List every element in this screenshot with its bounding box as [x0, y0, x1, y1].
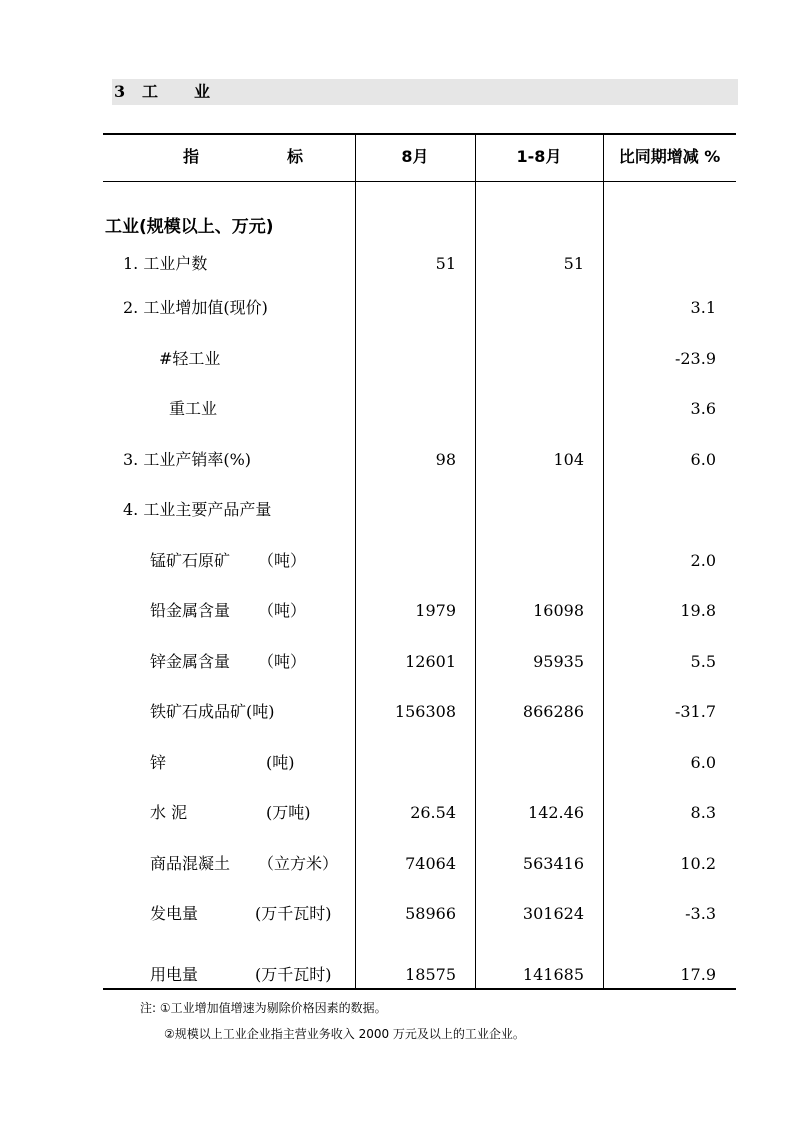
header-yoy: 比同期增减 % — [618, 147, 721, 166]
value-month: 156308 — [394, 702, 456, 721]
row-unit: (万千瓦时) — [255, 904, 332, 923]
value-ytd: 141685 — [522, 965, 584, 984]
table-row — [103, 647, 736, 677]
row-label: 锌金属含量 — [150, 652, 231, 671]
value-ytd: 563416 — [522, 854, 584, 873]
value-yoy: 6.0 — [690, 753, 716, 772]
row-unit: （吨） — [258, 652, 307, 671]
value-yoy: 3.1 — [690, 298, 716, 317]
header-indicator-left: 指 — [183, 147, 200, 166]
table-row — [103, 344, 736, 374]
value-yoy: 6.0 — [690, 450, 716, 469]
row-label: 锰矿石原矿 — [150, 551, 231, 570]
value-ytd: 16098 — [533, 601, 584, 620]
category-label: 工业(规模以上、万元) — [105, 217, 274, 237]
row-label: 重工业 — [169, 399, 218, 418]
row-label: 铅金属含量 — [150, 601, 231, 620]
value-yoy: 17.9 — [680, 965, 716, 984]
table-row — [103, 596, 736, 626]
value-yoy: -3.3 — [685, 904, 716, 923]
row-unit: (万千瓦时) — [255, 965, 332, 984]
row-unit: （立方米） — [258, 854, 339, 873]
header-ytd: 1-8月 — [516, 147, 562, 166]
footnotes — [140, 995, 525, 1047]
value-ytd: 142.46 — [528, 803, 584, 822]
row-label: #轻工业 — [159, 349, 221, 368]
value-yoy: 2.0 — [690, 551, 716, 570]
industry-table — [103, 133, 736, 990]
value-month: 58966 — [405, 904, 456, 923]
header-indicator-right: 标 — [287, 147, 304, 166]
row-label: 水 泥 — [150, 803, 188, 822]
value-month: 26.54 — [410, 803, 456, 822]
row-unit: （吨） — [258, 601, 307, 620]
row-label: 1. 工业户数 — [123, 254, 208, 273]
table-row — [103, 849, 736, 879]
section-number: 3 — [114, 82, 126, 101]
value-yoy: 3.6 — [690, 399, 716, 418]
row-label: 铁矿石成品矿(吨) — [150, 702, 275, 721]
value-yoy: -31.7 — [674, 702, 716, 721]
value-month: 18575 — [405, 965, 456, 984]
value-ytd: 51 — [563, 254, 584, 273]
table-row — [103, 960, 736, 990]
row-label: 商品混凝土 — [150, 854, 231, 873]
section-title: 工业 — [142, 82, 247, 101]
table-row — [103, 899, 736, 929]
category-row — [103, 212, 736, 242]
value-month: 98 — [435, 450, 456, 469]
header-indicator — [103, 133, 355, 181]
header-bottom-rule — [103, 181, 736, 182]
value-yoy: -23.9 — [674, 349, 716, 368]
header-month: 8月 — [401, 147, 429, 166]
row-label: 锌 — [150, 753, 167, 772]
value-month: 12601 — [405, 652, 456, 671]
footnote-2: ②规模以上工业企业指主营业务收入 2000 万元及以上的工业企业。 — [164, 1027, 525, 1041]
value-ytd: 104 — [553, 450, 584, 469]
value-yoy: 19.8 — [680, 601, 716, 620]
row-unit: (万吨) — [266, 803, 311, 822]
footnote-1: 注: ①工业增加值增速为剔除价格因素的数据。 — [140, 1001, 387, 1015]
row-unit: (吨) — [266, 753, 295, 772]
section-header — [112, 79, 738, 105]
table-row — [103, 697, 736, 727]
table-row — [103, 445, 736, 475]
table-row — [103, 495, 736, 525]
table-row — [103, 748, 736, 778]
row-label: 发电量 — [150, 904, 199, 923]
table-row — [103, 394, 736, 424]
value-ytd: 866286 — [522, 702, 584, 721]
table-row — [103, 546, 736, 576]
row-label: 4. 工业主要产品产量 — [123, 500, 272, 519]
value-yoy: 5.5 — [690, 652, 716, 671]
value-ytd: 301624 — [522, 904, 584, 923]
row-unit: （吨） — [258, 551, 307, 570]
value-month: 74064 — [405, 854, 456, 873]
row-label: 3. 工业产销率(%) — [123, 450, 252, 469]
row-label: 用电量 — [150, 965, 199, 984]
value-month: 51 — [435, 254, 456, 273]
row-label: 2. 工业增加值(现价) — [123, 298, 268, 317]
value-ytd: 95935 — [533, 652, 584, 671]
table-row — [103, 293, 736, 323]
table-row — [103, 798, 736, 828]
value-yoy: 8.3 — [690, 803, 716, 822]
value-month: 1979 — [415, 601, 456, 620]
value-yoy: 10.2 — [680, 854, 716, 873]
table-row — [103, 249, 736, 279]
